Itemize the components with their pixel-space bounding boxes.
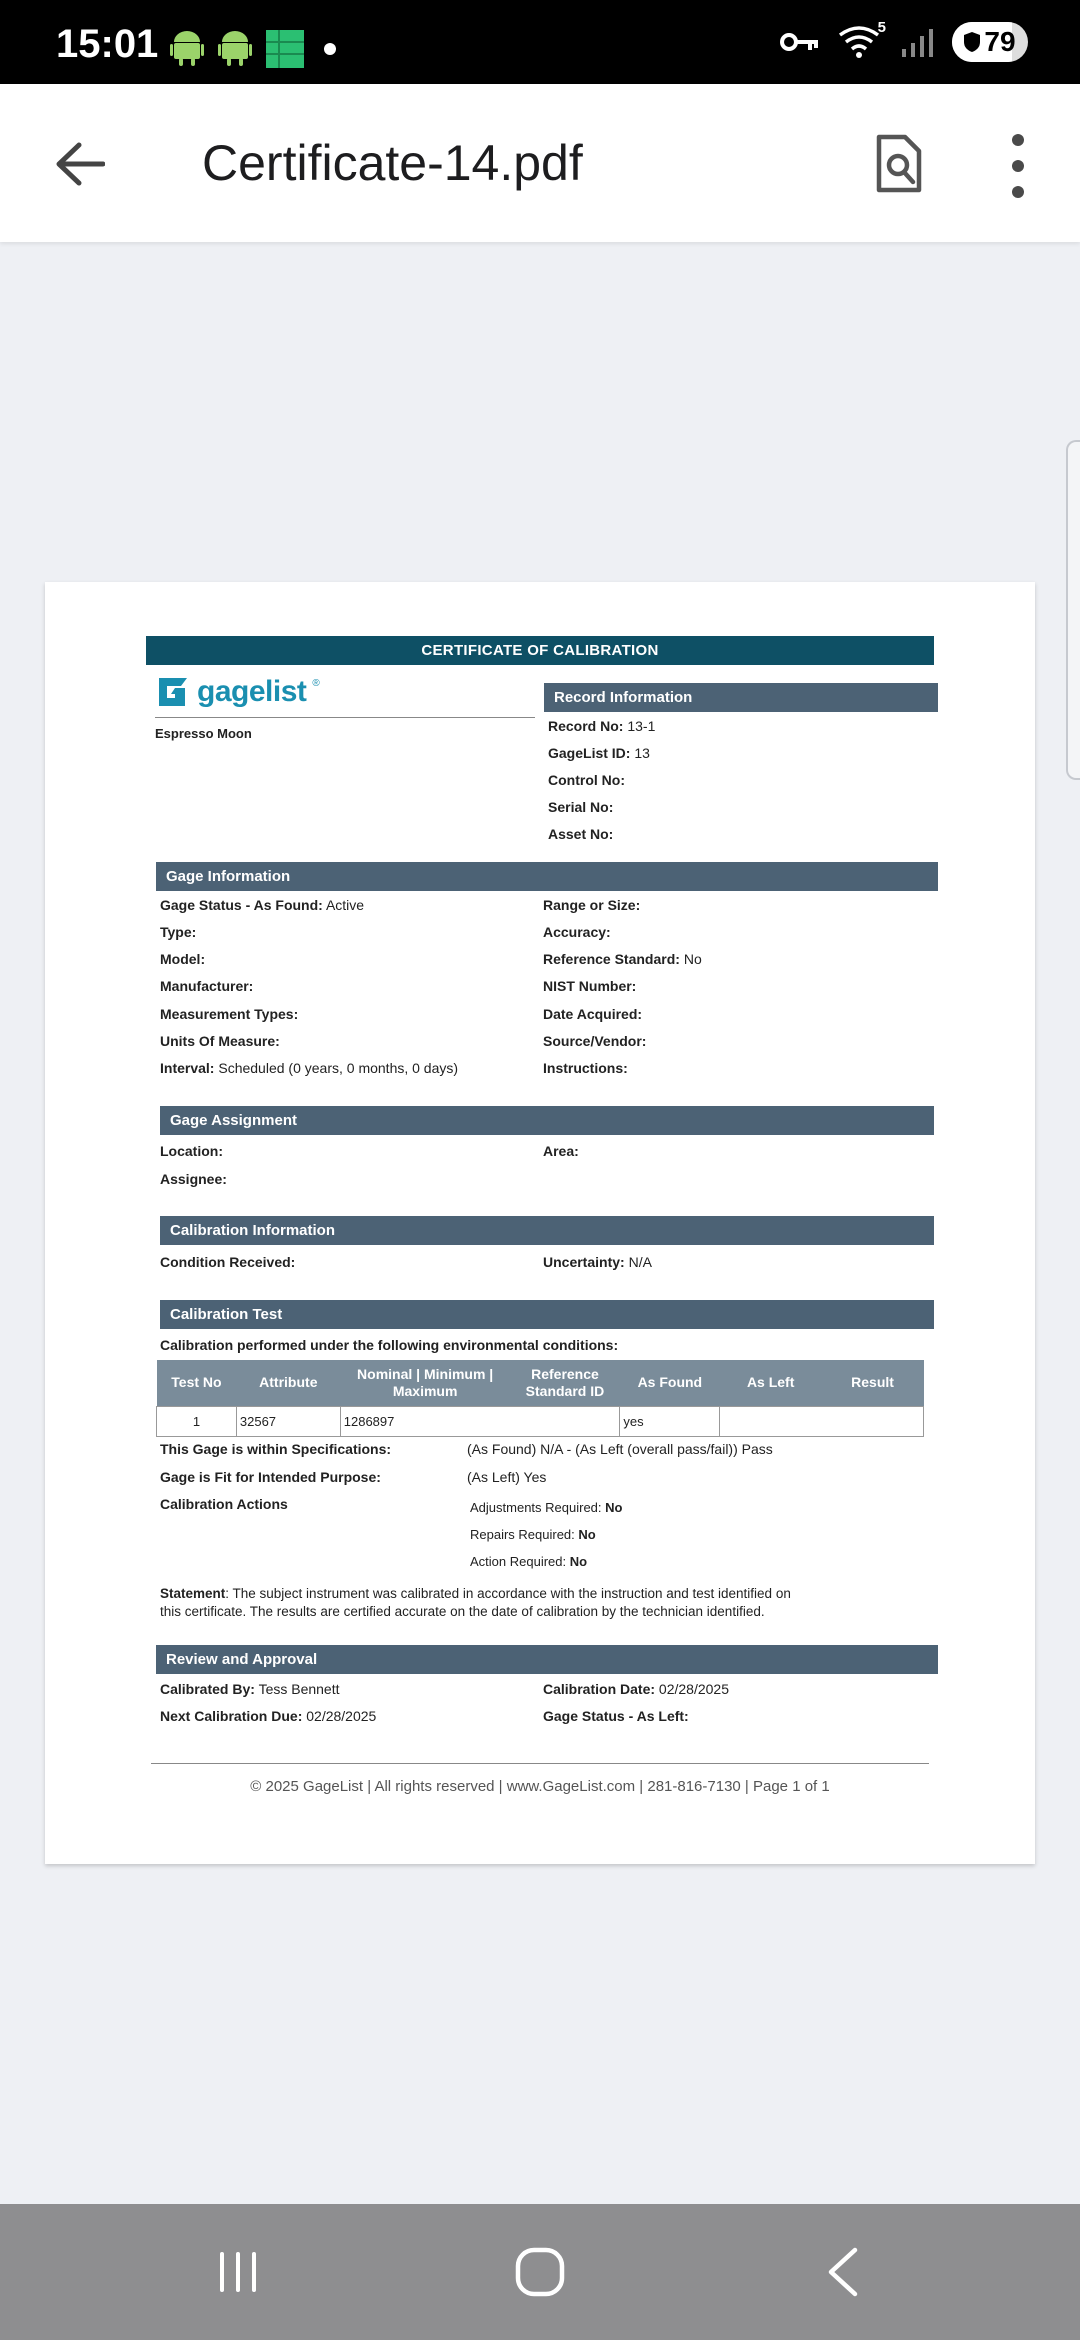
- repairs-required-field: Repairs Required: No: [470, 1527, 596, 1542]
- document-title: Certificate-14.pdf: [202, 135, 583, 191]
- navigation-bar: [0, 2204, 1080, 2340]
- model-field: Model:: [160, 951, 206, 967]
- more-options-button[interactable]: [1000, 134, 1036, 198]
- calibrated-by-field: Calibrated By: Tess Bennett: [160, 1681, 340, 1697]
- cell-result: [822, 1406, 924, 1436]
- accuracy-field: Accuracy:: [543, 924, 611, 940]
- home-button[interactable]: [495, 2240, 585, 2304]
- page-footer: © 2025 GageList | All rights reserved | www.GageList.com | 281-816-7130 | Page 1 of 1: [250, 1778, 830, 1795]
- fit-purpose-label: Gage is Fit for Intended Purpose:: [160, 1469, 381, 1485]
- app-bar: [0, 84, 1080, 242]
- battery-icon: [952, 22, 1028, 62]
- condition-received-field: Condition Received:: [160, 1254, 296, 1270]
- reference-standard-field: Reference Standard: No: [543, 951, 702, 967]
- android-icon: [170, 31, 204, 67]
- statement-line-2: this certificate. The results are certified accurate on the date of calibration by the technician identified.: [160, 1604, 765, 1619]
- col-reference-standard-id: Reference Standard ID: [510, 1360, 620, 1406]
- calibration-info-header: Calibration Information: [160, 1216, 934, 1245]
- col-as-left: As Left: [720, 1360, 822, 1406]
- cell-attribute: 32567: [236, 1406, 340, 1436]
- interval-field: Interval: Scheduled (0 years, 0 months, 0 days): [160, 1060, 459, 1076]
- table-header-row: [157, 1360, 924, 1406]
- signal-icon: [902, 27, 934, 57]
- asset-no-field: Asset No:: [548, 826, 614, 842]
- gage-status-left-field: Gage Status - As Left:: [543, 1708, 689, 1724]
- review-approval-header: Review and Approval: [156, 1645, 938, 1674]
- cell-test-no: 1: [157, 1406, 237, 1436]
- manufacturer-field: Manufacturer:: [160, 978, 254, 994]
- measurement-types-field: Measurement Types:: [160, 1006, 299, 1022]
- uncertainty-field: Uncertainty: N/A: [543, 1254, 652, 1270]
- footer-divider: [151, 1763, 929, 1764]
- source-vendor-field: Source/Vendor:: [543, 1033, 647, 1049]
- wifi-icon: [838, 19, 886, 59]
- calibration-actions-label: Calibration Actions: [160, 1496, 288, 1512]
- col-result: Result: [822, 1360, 924, 1406]
- action-required-field: Action Required: No: [470, 1554, 588, 1569]
- logo-text: gagelist: [197, 675, 307, 708]
- date-acquired-field: Date Acquired:: [543, 1006, 643, 1022]
- recents-icon: [216, 2250, 260, 2294]
- company-name: Espresso Moon: [155, 726, 252, 741]
- recents-button[interactable]: [193, 2240, 283, 2304]
- arrow-back-icon: [55, 142, 105, 186]
- logo-divider: [155, 717, 535, 718]
- within-spec-value: (As Found) N/A - (As Left (overall pass/fail)) Pass: [467, 1441, 773, 1457]
- nist-number-field: NIST Number:: [543, 978, 637, 994]
- pdf-page: [45, 582, 1035, 1864]
- status-bar: [0, 0, 1080, 84]
- next-calibration-due-field: Next Calibration Due: 02/28/2025: [160, 1708, 377, 1724]
- col-test-no: Test No: [157, 1360, 237, 1406]
- within-spec-label: This Gage is within Specifications:: [160, 1441, 392, 1457]
- sheets-icon: [266, 30, 304, 68]
- back-button[interactable]: [48, 132, 112, 196]
- find-in-document-button[interactable]: [866, 128, 930, 200]
- col-nominal-min-max: Nominal | Minimum | Maximum: [340, 1360, 510, 1406]
- col-attribute: Attribute: [236, 1360, 340, 1406]
- home-icon: [514, 2246, 566, 2298]
- record-no-field: Record No: 13-1: [548, 718, 656, 734]
- gagelist-logo: gagelist ®: [155, 674, 320, 710]
- android-icon: [218, 31, 252, 67]
- cell-reference-standard: [510, 1406, 620, 1436]
- notification-icons: [170, 30, 342, 68]
- area-field: Area:: [543, 1143, 579, 1159]
- statement-line-1: Statement: The subject instrument was calibrated in accordance with the instruction and test identified on: [160, 1586, 791, 1601]
- vpn-key-icon: [780, 29, 820, 55]
- col-as-found: As Found: [620, 1360, 720, 1406]
- serial-no-field: Serial No:: [548, 799, 614, 815]
- status-time: 15:01: [56, 22, 159, 66]
- table-row: [157, 1406, 924, 1436]
- battery-level: 79: [984, 26, 1016, 57]
- fast-scroll-handle[interactable]: [1066, 440, 1080, 780]
- fit-purpose-value: (As Left) Yes: [467, 1469, 547, 1485]
- nav-back-button[interactable]: [798, 2240, 888, 2304]
- more-vert-icon: [1012, 134, 1024, 146]
- instructions-field: Instructions:: [543, 1060, 628, 1076]
- assignee-field: Assignee:: [160, 1171, 227, 1187]
- dot-icon: [318, 37, 342, 61]
- record-info-header: Record Information: [544, 683, 938, 712]
- calibration-test-table: [156, 1360, 924, 1437]
- system-icons: [780, 19, 1028, 62]
- certificate-title: CERTIFICATE OF CALIBRATION: [146, 636, 934, 665]
- gage-info-header: Gage Information: [156, 862, 938, 891]
- range-size-field: Range or Size:: [543, 897, 641, 913]
- units-of-measure-field: Units Of Measure:: [160, 1033, 280, 1049]
- gage-status-found-field: Gage Status - As Found: Active: [160, 897, 365, 913]
- location-field: Location:: [160, 1143, 223, 1159]
- gage-assignment-header: Gage Assignment: [160, 1106, 934, 1135]
- cell-nominal: 1286897: [340, 1406, 510, 1436]
- type-field: Type:: [160, 924, 197, 940]
- document-search-icon: [873, 134, 923, 194]
- wifi-badge: 5: [877, 19, 886, 36]
- gagelist-logo-icon: [155, 674, 191, 710]
- gagelist-id-field: GageList ID: 13: [548, 745, 650, 761]
- control-no-field: Control No:: [548, 772, 625, 788]
- cell-as-found: yes: [620, 1406, 720, 1436]
- shield-icon: [964, 32, 980, 52]
- adjustments-required-field: Adjustments Required: No: [470, 1500, 623, 1515]
- back-chevron-icon: [825, 2246, 861, 2298]
- environment-conditions-text: Calibration performed under the following environmental conditions:: [160, 1337, 619, 1353]
- cell-as-left: [720, 1406, 822, 1436]
- calibration-date-field: Calibration Date: 02/28/2025: [543, 1681, 729, 1697]
- calibration-test-header: Calibration Test: [160, 1300, 934, 1329]
